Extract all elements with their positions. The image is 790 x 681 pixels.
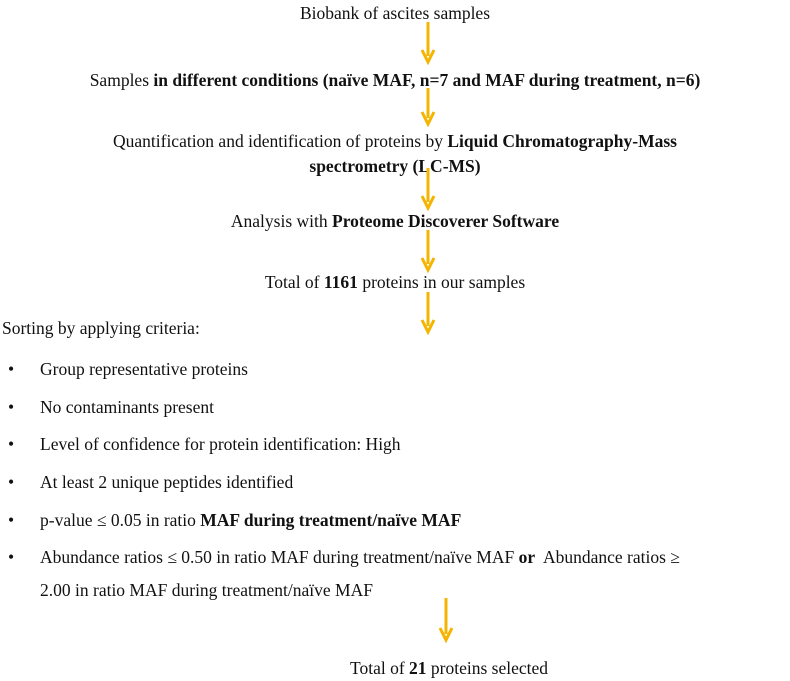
step-samples xyxy=(0,69,790,91)
step-analysis-text: Analysis with xyxy=(230,211,333,231)
criteria-item-6-part1: Abundance ratios ≤ 0.50 in ratio MAF during treatment/naïve MAF xyxy=(40,547,519,567)
bullet-icon: • xyxy=(8,359,15,379)
step-total-suffix: proteins in our samples xyxy=(357,272,526,292)
arrow-down-icon xyxy=(438,598,454,644)
criteria-item-3-text: Level of confidence for protein identification: High xyxy=(40,434,401,454)
step-samples-text: Samples xyxy=(89,70,154,90)
arrow-down-icon xyxy=(420,22,436,66)
final-result-count: 21 xyxy=(409,658,427,678)
criteria-item-5-ratio: MAF during treatment/naïve MAF xyxy=(200,510,462,530)
bullet-icon: • xyxy=(8,510,15,530)
arrow-down-icon xyxy=(420,88,436,128)
step-total-count: 1161 xyxy=(323,272,358,292)
bullet-icon: • xyxy=(8,472,15,492)
step-quantification-method-line2: spectrometry (LC-MS) xyxy=(309,156,481,176)
criteria-item-6-part2: Abundance ratios ≥ xyxy=(535,547,680,567)
bullet-icon: • xyxy=(8,547,15,567)
bullet-icon: • xyxy=(8,397,15,417)
arrow-down-icon xyxy=(420,292,436,336)
criteria-item-5-prefix: p-value ≤ 0.05 in ratio xyxy=(40,510,201,530)
step-biobank-text: Biobank of ascites samples xyxy=(299,3,491,23)
step-quantification-text: Quantification and identification of proteins by xyxy=(112,131,448,151)
criteria-item-1-text: Group representative proteins xyxy=(40,359,248,379)
criteria-item-6-line2: 2.00 in ratio MAF during treatment/naïve MAF xyxy=(40,580,373,600)
criteria-item-6-text xyxy=(40,546,680,568)
step-samples-conditions: in different conditions (naïve MAF, n=7 and MAF during treatment, n=6) xyxy=(153,70,701,90)
step-total-proteins xyxy=(0,271,790,293)
step-biobank xyxy=(0,2,790,24)
step-quantification-line2 xyxy=(0,155,790,177)
final-result-text: Total of xyxy=(350,658,410,678)
arrow-down-icon xyxy=(420,168,436,212)
final-result xyxy=(350,657,548,679)
criteria-item-5-text xyxy=(40,509,461,531)
step-analysis xyxy=(0,210,790,232)
step-quantification xyxy=(0,130,790,152)
criteria-item-6-or: or xyxy=(518,547,536,567)
criteria-heading: Sorting by applying criteria: xyxy=(2,318,200,338)
criteria-item-4-text: At least 2 unique peptides identified xyxy=(40,472,294,492)
criteria-item-2-text: No contaminants present xyxy=(40,397,214,417)
final-result-suffix: proteins selected xyxy=(426,658,549,678)
step-analysis-software: Proteome Discoverer Software xyxy=(332,211,560,231)
bullet-icon: • xyxy=(8,434,15,454)
arrow-down-icon xyxy=(420,230,436,274)
step-quantification-method: Liquid Chromatography-Mass xyxy=(447,131,677,151)
step-total-text: Total of xyxy=(264,272,324,292)
